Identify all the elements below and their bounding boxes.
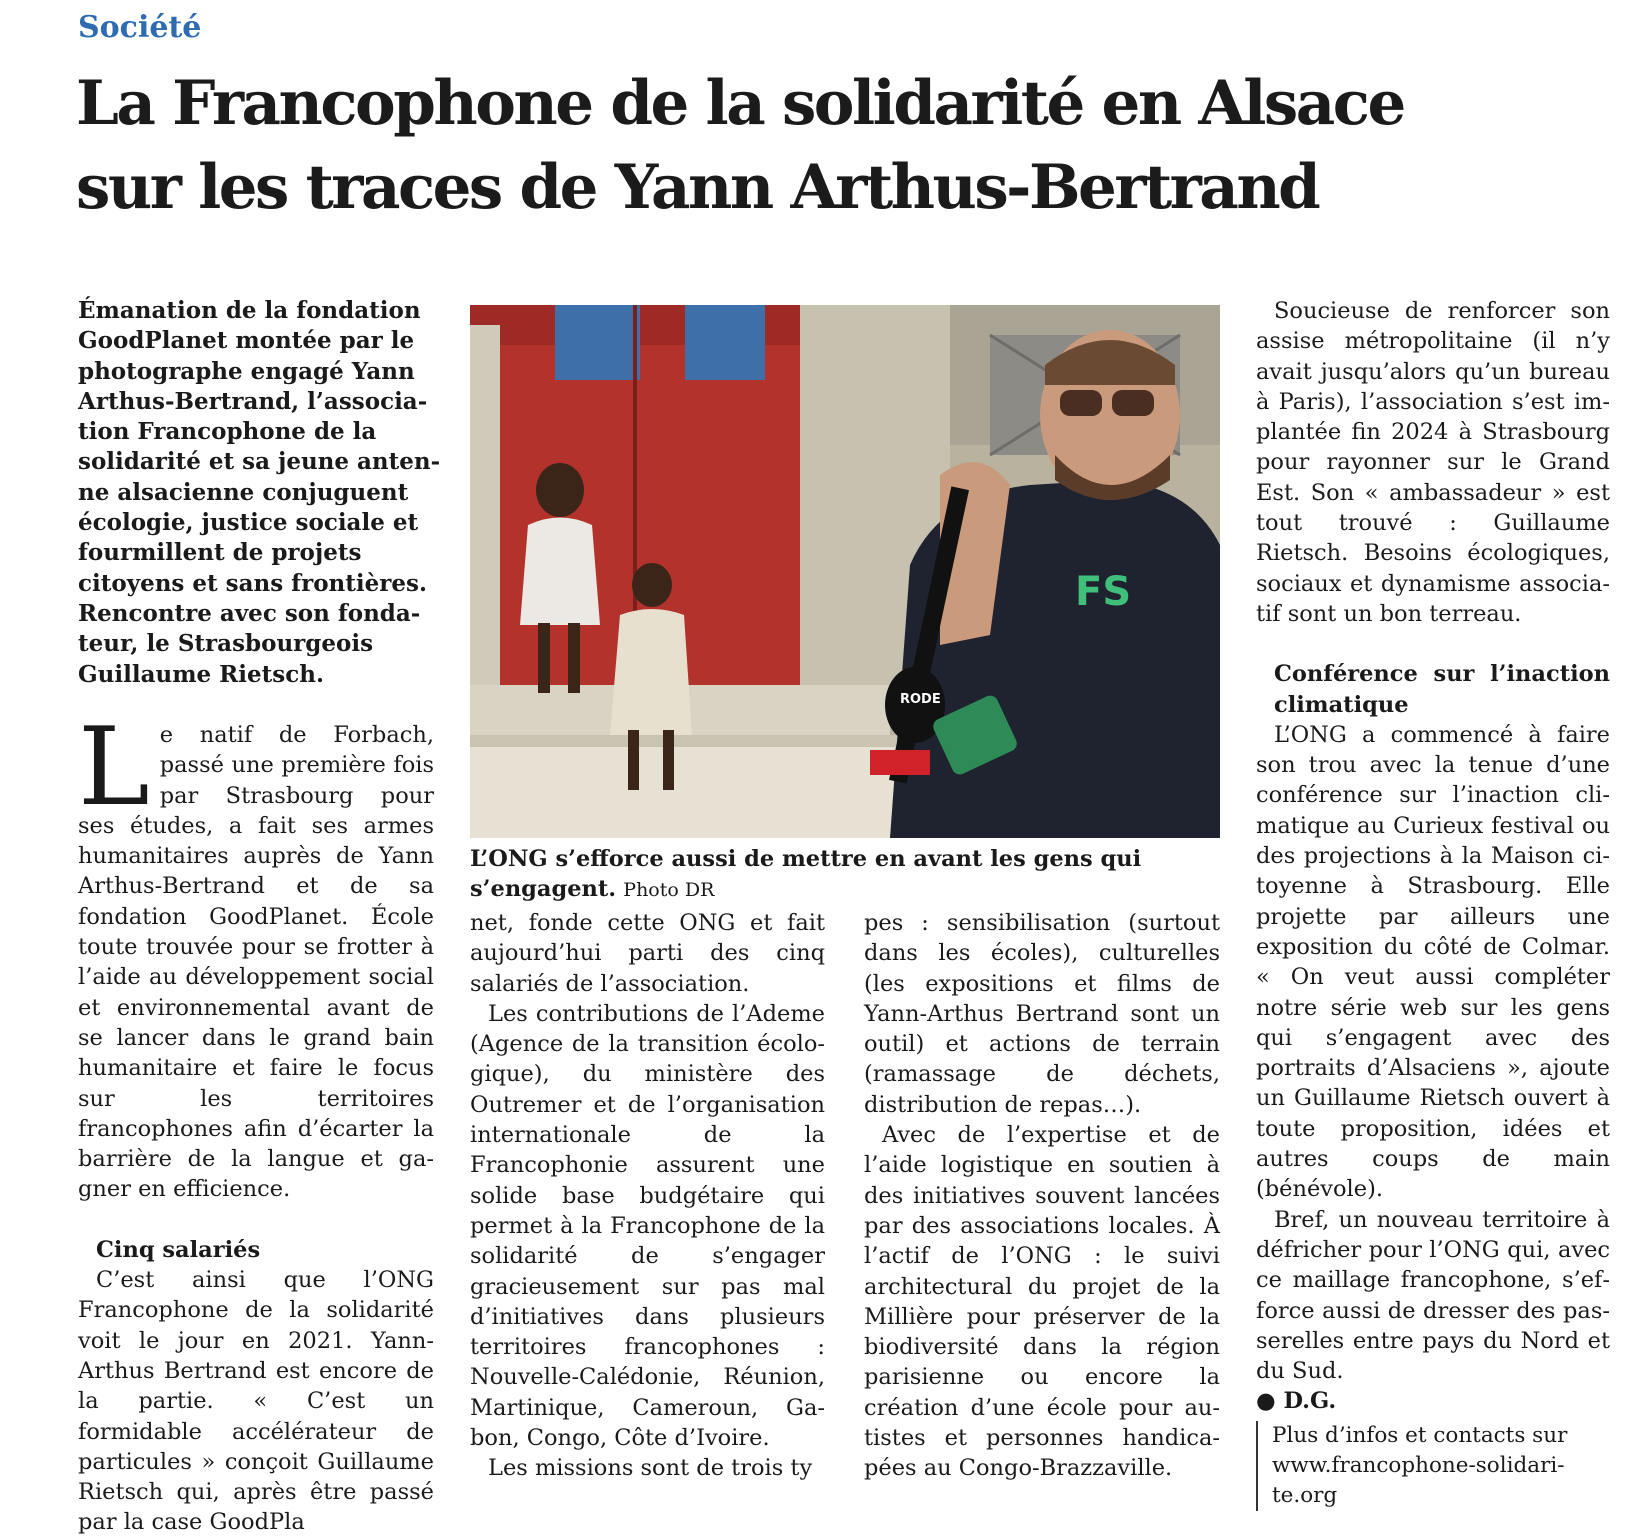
chapeau bbox=[78, 296, 441, 690]
section-rubric: Société bbox=[78, 10, 202, 45]
info-box bbox=[1256, 1421, 1610, 1511]
photo-illustration bbox=[470, 305, 1220, 838]
paragraph: Soucieuse de renforcer son assise métropolitaine (il n’y avait jusqu’alors qu’un bureau à Paris), l’association s’est implantée fin 2024 à Strasbourg pour rayonner sur le Grand Est. Son « ambassadeur » est tout trouvé : Guillaume Rietsch. Besoins écologiques, sociaux et dynamisme associatif sont un bon terreau. bbox=[1256, 298, 1610, 627]
chapeau-line: Arthus-Bertrand, l’associa- bbox=[78, 387, 428, 415]
paragraph: C’est ainsi que l’ONG Francophone de la solidarité voit le jour en 2021. Yann-Arthus Bertrand est encore de la partie. « C’est un formidable accélérateur de particules » conçoit Guillaume Rietsch qui, après être passé par la case GoodPla bbox=[78, 1267, 434, 1536]
article-column-3 bbox=[864, 908, 1220, 1484]
chapeau-line: Guillaume Rietsch. bbox=[78, 660, 324, 688]
chapeau-line: GoodPlanet montée par le bbox=[78, 327, 415, 355]
chapeau-line: ne alsacienne conjuguent bbox=[78, 478, 409, 506]
article-photo bbox=[470, 305, 1220, 838]
chapeau-line: fourmillent de projets bbox=[78, 539, 362, 567]
chapeau-line: écologie, justice sociale et bbox=[78, 509, 419, 537]
info-link[interactable]: te.org bbox=[1272, 1482, 1338, 1508]
paragraph: net, fonde cette ONG et fait aujourd’hui parti des cinq salariés de l’association. bbox=[470, 910, 825, 997]
chapeau-line: photographe engagé Yann bbox=[78, 357, 415, 385]
info-line: Plus d’infos et contacts sur bbox=[1272, 1422, 1568, 1448]
article-column-1 bbox=[78, 705, 434, 1538]
paragraph: Bref, un nouveau territoire à défricher pour l’ONG qui, avec ce maillage francophone, s’efforce aussi de dresser des passerelles entre pays du Nord et du Sud. bbox=[1256, 1206, 1610, 1385]
subhead-conference: Conférence sur l’inaction climatique bbox=[1274, 661, 1610, 718]
mic-brand: RODE bbox=[900, 692, 941, 707]
paragraph: pes : sensibilisation (surtout dans les écoles), culturelles (les expositions et films de Yann-Arthus Bertrand sont un outil) et actions de terrain (ramassage de déchets, distribution de repas…). bbox=[864, 910, 1220, 1118]
drop-cap: L bbox=[78, 705, 150, 830]
chapeau-line: teur, le Strasbourgeois bbox=[78, 630, 374, 658]
lead-paragraph: Le natif de Forbach, passé une première fois par Strasbourg pour ses études, a fait ses armes humanitaires auprès de Yann Arthus-Bertrand et de sa fondation GoodPlanet. École toute trouvée pour se frotter à l’aide au développement social et environnemental avant de se lancer dans le grand bain humanitaire et faire le focus sur les territoires francophones afin d’écarter la barrière de la langue et gagner en efficience. bbox=[78, 705, 434, 1203]
caption-text: L’ONG s’efforce aussi de mettre en avant les gens qui s’engagent. bbox=[470, 846, 1142, 903]
paragraph: Les contributions de l’Ademe (Agence de la transition écologique), du ministère des Outremer et de l’organisation internationale de la Francophonie assurent une solide base budgétaire qui permet à la Francophone de la solidarité de s’engager gracieusement sur pas mal d’initiatives dans plusieurs territoires francophones : Nouvelle-Calédonie, Réunion, Martinique, Cameroun, Gabon, Congo, Côte d’Ivoire. bbox=[470, 1000, 825, 1452]
chapeau-line: tion Francophone de la bbox=[78, 418, 377, 446]
paragraph: Avec de l’expertise et de l’aide logistique en soutien à des initiatives souvent lancées par des associations locales. À l’actif de l’ONG : le suivi architectural du projet de la Millière pour préserver de la biodiversité dans la région parisienne ou encore la création d’une école pour autistes et personnes handicapées au Congo-Brazzaville. bbox=[864, 1122, 1220, 1482]
info-link[interactable]: www.francophone-solidari- bbox=[1272, 1452, 1565, 1478]
headline-line-1: La Francophone de la solidarité en Alsace bbox=[76, 68, 1404, 139]
author-signature: ● D.G. bbox=[1256, 1388, 1337, 1415]
paragraph: L’ONG a commencé à faire son trou avec la tenue d’une conférence sur l’inaction climatique au Curieux festival ou des projections à la Maison citoyenne à Strasbourg. Elle projette par ailleurs une exposition du côté de Colmar. « On veut aussi compléter notre série web sur les gens qui s’engagent avec des portraits d’Alsaciens », ajoute un Guillaume Rietsch ouvert à toute proposition, idées et autres coups de main (bénévole). bbox=[1256, 721, 1610, 1203]
chapeau-line: citoyens et sans frontières. bbox=[78, 569, 427, 597]
subhead-cinq-salaries: Cinq salariés bbox=[96, 1236, 261, 1263]
article-column-2 bbox=[470, 908, 825, 1484]
paragraph: Les missions sont de trois ty bbox=[488, 1455, 813, 1482]
chapeau-line: Émanation de la fondation bbox=[78, 297, 421, 324]
photo-caption bbox=[470, 844, 1220, 906]
ngo-logo: FS bbox=[1075, 569, 1132, 615]
headline bbox=[76, 62, 1636, 230]
article-column-4 bbox=[1256, 296, 1610, 1511]
photo-credit: Photo DR bbox=[623, 879, 715, 902]
chapeau-line: Rencontre avec son fonda- bbox=[78, 599, 421, 627]
chapeau-line: solidarité et sa jeune anten- bbox=[78, 448, 441, 476]
headline-line-2: sur les traces de Yann Arthus-Bertrand bbox=[76, 152, 1319, 223]
